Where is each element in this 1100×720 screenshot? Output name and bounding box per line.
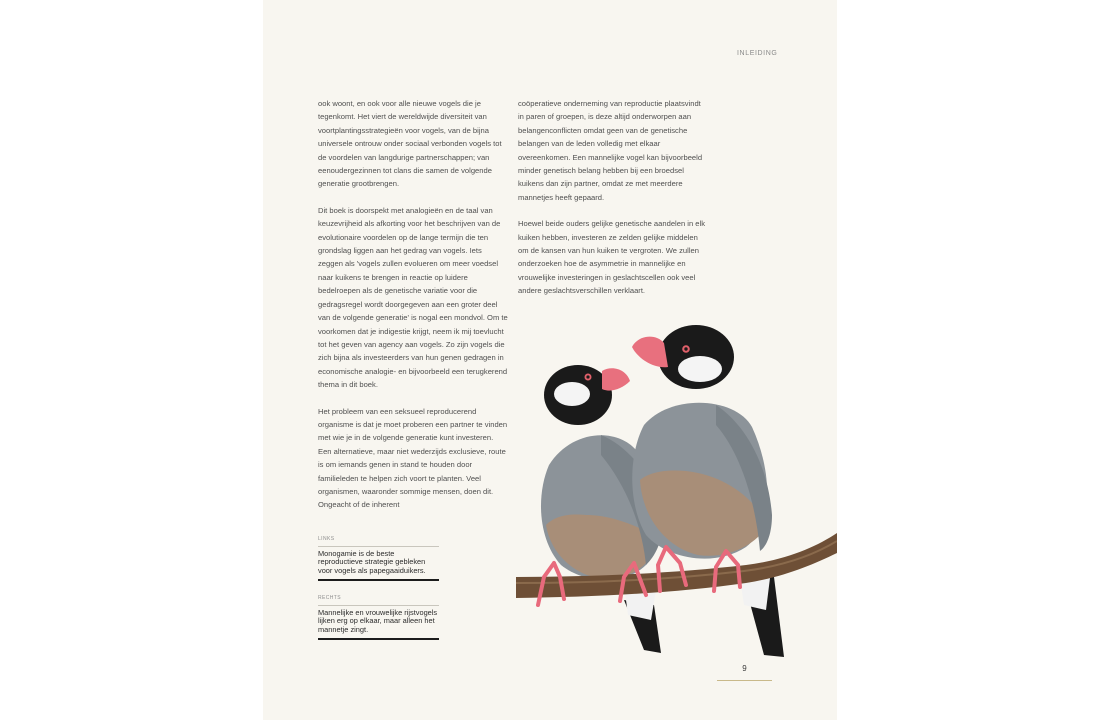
java-sparrows-photo: [516, 315, 837, 665]
book-page: [263, 0, 837, 720]
caption-box-left: [318, 536, 439, 581]
text-column-right: [518, 97, 706, 311]
paragraph: Dit boek is doorspekt met analogieën en de taal van keuzevrijheid als afkorting voor het beschrijven van de evolutionaire voordelen op de lange termijn die ten grondslag liggen aan het gedrag van vogels. Iets zeggen als 'vogels zullen evolueren om meer voedsel naar kuikens te brengen in reactie op luidere bedelroepen als de genetische variatie voor die gedragsregel wordt doorgegeven aan een groter deel van de volgende generatie' is nogal een mondvol. Om te voorkomen dat je indigestie krijgt, neem ik mij toevlucht tot het geven van agency aan vogels. Zo zijn vogels die zich bijna als investeerders van hun genen gedragen in economische analogie- en bijvoorbeeld een terugkerend thema in dit boek.: [318, 205, 508, 390]
paragraph: ook woont, en ook voor alle nieuwe vogels die je tegenkomt. Het viert de wereldwijde diversiteit van voortplantingsstrategieën voor vogels, van de bijna universele ontrouw onder sociaal verbonden vogels tot de voordelen van langdurige partnerschappen; van eenoudergezinnen tot clans die samen de volgende generatie grootbrengen.: [318, 99, 502, 189]
caption-box-right: [318, 595, 439, 640]
paragraph: coöperatieve onderneming van reproductie plaatsvindt in paren of groepen, is deze altijd onderworpen aan belangenconflicten omdat geen van de genetische belangen van de leden volledig met elkaar overeenkomen. Een mannelijke vogel kan bijvoorbeeld minder genetisch belang hebben bij een broedsel kuikens dan zijn partner, omdat ze met meerdere mannetjes heeft gepaard.: [518, 99, 703, 202]
text-column-left: [318, 97, 508, 525]
page-number-rule: [717, 680, 772, 681]
paragraph: Hoewel beide ouders gelijke genetische aandelen in elk kuiken hebben, investeren ze zelden gelijke middelen om de kansen van hun kuiken te vergroten. We zullen onderzoeken hoe de asymmetrie in mannelijke en vrouwelijke investeringen in geslachtscellen ook veel andere geslachtsverschillen verklaart.: [518, 219, 706, 296]
caption-divider: [318, 579, 439, 581]
page-number: 9: [742, 664, 747, 673]
running-head: INLEIDING: [737, 50, 778, 57]
paragraph: Het probleem van een seksueel reproducerend organisme is dat je moet proberen een partner te vinden met wie je in de volgende generatie kunt investeren. Een alternatieve, maar niet wederzijds exclusieve, route is om iemands genen in stand te houden door familieleden te helpen zich voort te planten. Veel organismen, waaronder sommige mensen, doen dit. Ongeacht of de inherent: [318, 406, 508, 510]
caption-label: LINKS: [318, 536, 335, 542]
caption-label: RECHTS: [318, 595, 341, 601]
caption-divider: [318, 638, 439, 640]
caption-text: Monogamie is de beste reproductieve strategie gebleken voor vogels als papegaaiduikers.: [318, 549, 426, 575]
caption-text: Mannelijke en vrouwelijke rijstvogels lijken erg op elkaar, maar alleen het mannetje zingt.: [318, 608, 438, 634]
